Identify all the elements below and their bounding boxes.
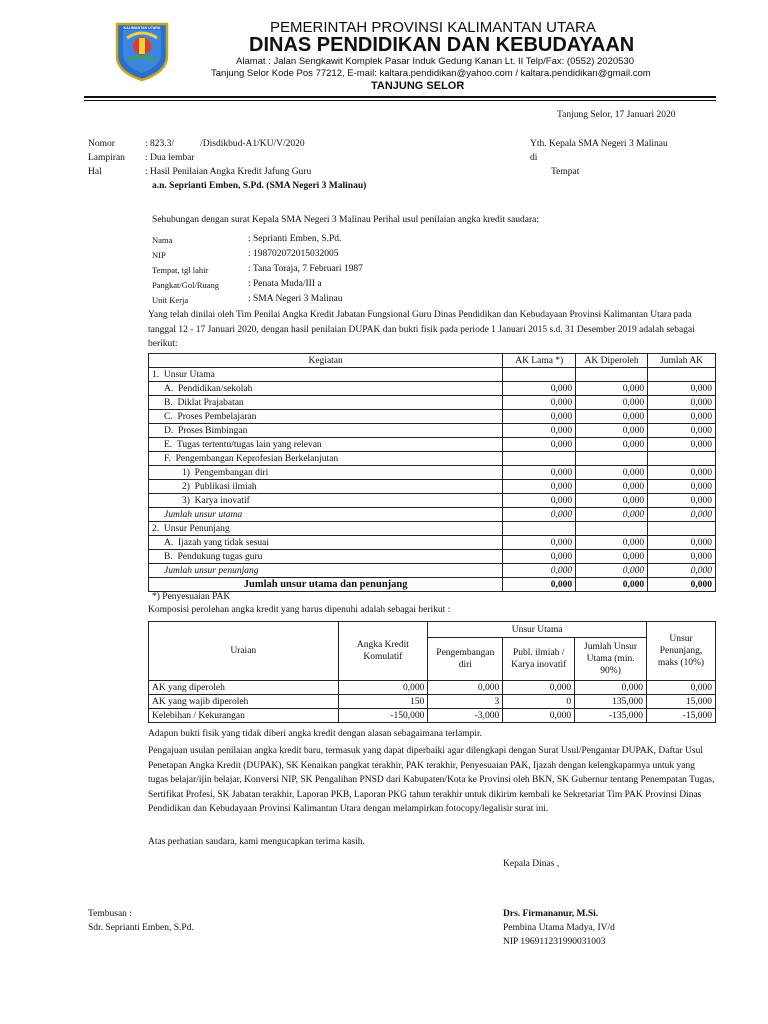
table-row <box>149 564 716 578</box>
table-row <box>149 396 716 410</box>
total-label: Jumlah unsur utama dan penunjang <box>149 578 503 592</box>
header-jumlah-ak: Jumlah AK <box>648 354 716 368</box>
header-kumulatif: Angka Kredit Komulatif <box>338 622 428 681</box>
row-value: 0,000 <box>576 508 648 522</box>
header-kegiatan: Kegiatan <box>149 354 503 368</box>
row-value <box>648 452 716 466</box>
row-label: B. Diklat Prajabatan <box>149 396 503 410</box>
province-emblem-logo <box>113 20 171 82</box>
row-label: Kelebihan / Kekurangan <box>149 709 339 723</box>
row-value: 0,000 <box>503 508 576 522</box>
signature-rank: Pembina Utama Madya, IV/d <box>503 923 615 933</box>
hal-value: : Hasil Penilaian Angka Kredit Jafung Guru <box>145 167 312 177</box>
header-jumlah-unsur-utama: Jumlah Unsur Utama (min. 90%) <box>575 638 647 681</box>
row-value: 0,000 <box>576 466 648 480</box>
row-label: Jumlah unsur penunjang <box>149 564 503 578</box>
row-value: 0,000 <box>338 681 428 695</box>
hal-label: Hal <box>88 167 102 177</box>
letterhead-address: Alamat : Jalan Sengkawit Komplek Pasar Induk Gedung Kanan Lt. II Telp/Fax: (0552) 2020530 <box>236 56 635 67</box>
row-label: AK yang diperoleh <box>149 681 339 695</box>
row-value: 0,000 <box>576 564 648 578</box>
identity-label: Unit Kerja <box>152 295 189 305</box>
table-row <box>149 522 716 536</box>
row-value: 0,000 <box>503 536 576 550</box>
row-value <box>503 452 576 466</box>
identity-label: Pangkat/Gol/Ruang <box>152 280 220 290</box>
row-value: 0,000 <box>647 681 716 695</box>
lampiran-label: Lampiran <box>88 153 125 163</box>
row-value: 0,000 <box>576 494 648 508</box>
row-value: 0,000 <box>648 550 716 564</box>
row-value: 0,000 <box>648 438 716 452</box>
recipient-di: di <box>530 153 538 163</box>
row-value: 0,000 <box>648 480 716 494</box>
table-row <box>149 695 716 709</box>
header-unsur-utama: Unsur Utama <box>428 622 647 638</box>
row-value: 0,000 <box>503 564 576 578</box>
identity-value: : Tana Toraja, 7 Februari 1987 <box>248 264 363 274</box>
row-label: AK yang wajib diperoleh <box>149 695 339 709</box>
row-value: 0,000 <box>575 681 647 695</box>
row-value <box>576 452 648 466</box>
total-ak-diperoleh: 0,000 <box>576 578 648 592</box>
total-jumlah-ak: 0,000 <box>648 578 716 592</box>
letter-date: Tanjung Selor, 17 Januari 2020 <box>557 110 676 120</box>
row-value: 0,000 <box>648 564 716 578</box>
row-value: -150,000 <box>338 709 428 723</box>
table-row <box>149 452 716 466</box>
identity-label: NIP <box>152 250 166 260</box>
closing-text: Atas perhatian saudara, kami mengucapkan terima kasih. <box>148 837 365 847</box>
row-value: 3 <box>428 695 503 709</box>
tembusan-label: Tembusan : <box>88 909 132 919</box>
intro-text: Sehubungan dengan surat Kepala SMA Negeri 3 Malinau Perihal usul penilaian angka kredit saudara: <box>152 215 540 225</box>
identity-value: : Seprianti Emben, S.Pd. <box>248 234 342 244</box>
row-value: 0,000 <box>503 480 576 494</box>
row-value: 0,000 <box>648 466 716 480</box>
row-value: 135,000 <box>575 695 647 709</box>
row-value: 0,000 <box>503 410 576 424</box>
table-row <box>149 508 716 522</box>
header-ak-diperoleh: AK Diperoleh <box>576 354 648 368</box>
table-row <box>149 424 716 438</box>
row-value <box>503 368 576 382</box>
header-unsur-penunjang: Unsur Penunjang, maks (10%) <box>647 622 716 681</box>
row-value: 0,000 <box>648 424 716 438</box>
letterhead-office: DINAS PENDIDIKAN DAN KEBUDAYAAN <box>249 34 635 56</box>
table-total-row <box>149 578 716 592</box>
recipient: Yth. Kepala SMA Negeri 3 Malinau <box>530 139 668 149</box>
footnote: *) Penyesuaian PAK <box>152 592 231 602</box>
table-row <box>149 382 716 396</box>
table-header-row <box>149 354 716 368</box>
identity-label: Tempat, tgl lahir <box>152 265 209 275</box>
row-value: 150 <box>338 695 428 709</box>
row-value: 0,000 <box>648 382 716 396</box>
identity-label: Nama <box>152 235 173 245</box>
row-value: -3,000 <box>428 709 503 723</box>
signature-title: Kepala Dinas , <box>503 859 560 869</box>
row-label: A. Pendidikan/sekolah <box>149 382 503 396</box>
header-pengembangan: Pengembangan diri <box>428 638 503 681</box>
letterhead-contact: Tanjung Selor Kode Pos 77212, E-mail: kaltara.pendidikan@yahoo.com / kaltara.pendidikan@gmail.com <box>211 68 651 79</box>
row-value: 0,000 <box>503 709 575 723</box>
assessment-paragraph: Yang telah dinilai oleh Tim Penilai Angka Kredit Jabatan Fungsional Guru Dinas Pendidikan dan Kebudayaan Provinsi Kalimantan Utara pada tanggal 12 - 17 Januari 2020, dengan hasil penilaian DUPAK dan bukti fisik pada periode 1 Januari 2015 s.d. 31 Desember 2019 adalah sebagai berikut: <box>148 310 695 349</box>
table-row <box>149 494 716 508</box>
credit-composition-table <box>148 621 716 723</box>
nomor-value: : 823.3/ /Disdikbud-A1/KU/V/2020 <box>145 139 305 149</box>
table-row <box>149 466 716 480</box>
row-value <box>576 522 648 536</box>
identity-value: : 198702072015032005 <box>248 249 339 259</box>
row-value: 0,000 <box>576 480 648 494</box>
table-row <box>149 536 716 550</box>
row-value: 0,000 <box>648 508 716 522</box>
row-value: 0,000 <box>576 550 648 564</box>
header-ak-lama: AK Lama *) <box>503 354 576 368</box>
credit-score-table <box>148 353 716 592</box>
signature-name: Drs. Firmananur, M.Si. <box>503 909 599 919</box>
row-value: 15,000 <box>647 695 716 709</box>
row-value: 0,000 <box>503 494 576 508</box>
row-label: D. Proses Bimbingan <box>149 424 503 438</box>
letterhead-divider-thick <box>84 96 716 98</box>
lampiran-value: : Dua lembar <box>145 153 195 163</box>
row-label: 2. Unsur Penunjang <box>149 522 503 536</box>
row-value <box>503 522 576 536</box>
submission-paragraph: Pengajuan usulan penilaian angka kredit baru, termasuk yang dapat diperbaiki agar dilengkapi dengan Surat Usul/Pengantar DUPAK, Daftar Usul Penetapan Angka Kredit (DUPAK), SK Kenaikan pangkat terakhir, PAK terakhir, Penyesuaian PAK, Ijazah dengan kelengkapannya untuk yang tugas belajar/ijin belajar, Konversi NIP, SK Pengalihan PNSD dari Kabupaten/Kota ke Provinsi oleh BKN, SK Gubernur tentang Penempatan Tugas, Sertifikat Profesi, SK Jabatan terakhir, Laporan PKB, Laporan PKG tahun terakhir untuk dikirim kembali ke Sekretariat Tim PAK Provinsi Dinas Pendidikan dan Kebudayaan Provinsi Kalimantan Utara dengan melampirkan fotocopy/legalisir surat ini. <box>148 746 715 814</box>
row-value: 0,000 <box>428 681 503 695</box>
row-value: 0,000 <box>576 536 648 550</box>
row-value: 0,000 <box>503 438 576 452</box>
bukti-fisik-note: Adapun bukti fisik yang tidak diberi angka kredit dengan alasan sebagaimana terlampir. <box>148 729 482 739</box>
row-value: -135,000 <box>575 709 647 723</box>
row-value: 0,000 <box>648 410 716 424</box>
row-value: 0,000 <box>648 494 716 508</box>
row-value: 0,000 <box>576 424 648 438</box>
table-row <box>149 550 716 564</box>
row-value: 0,000 <box>576 382 648 396</box>
row-value <box>648 368 716 382</box>
header-uraian: Uraian <box>149 622 339 681</box>
total-ak-lama: 0,000 <box>503 578 576 592</box>
row-value: 0,000 <box>503 550 576 564</box>
row-value: 0,000 <box>503 681 575 695</box>
row-value: 0,000 <box>503 466 576 480</box>
table-row <box>149 480 716 494</box>
letterhead-divider-thin <box>84 100 716 101</box>
row-value: 0,000 <box>503 424 576 438</box>
composition-intro: Komposisi perolehan angka kredit yang harus dipenuhi adalah sebagai berikut : <box>148 605 451 615</box>
row-value: 0,000 <box>576 410 648 424</box>
row-label: Jumlah unsur utama <box>149 508 503 522</box>
row-value: 0,000 <box>576 438 648 452</box>
recipient-place: Tempat <box>551 167 580 177</box>
row-label: 1) Pengembangan diri <box>149 466 503 480</box>
row-label: C. Proses Pembelajaran <box>149 410 503 424</box>
row-label: 2) Publikasi ilmiah <box>149 480 503 494</box>
row-value: 0,000 <box>503 396 576 410</box>
row-label: B. Pendukung tugas guru <box>149 550 503 564</box>
row-value: 0,000 <box>648 536 716 550</box>
row-label: 3) Karya inovatif <box>149 494 503 508</box>
row-value <box>576 368 648 382</box>
signature-nip: NIP 196911231990031003 <box>503 937 606 947</box>
row-label: A. Ijazah yang tidak sesuai <box>149 536 503 550</box>
row-value: 0,000 <box>576 396 648 410</box>
identity-value: : SMA Negeri 3 Malinau <box>248 294 343 304</box>
identity-value: : Penata Muda/III a <box>248 279 322 289</box>
tembusan-item: Sdr. Seprianti Emben, S.Pd. <box>88 923 194 933</box>
table-row <box>149 410 716 424</box>
nomor-label: Nomor <box>88 139 115 149</box>
svg-text:KALIMANTAN UTARA: KALIMANTAN UTARA <box>123 26 161 30</box>
row-value: 0 <box>503 695 575 709</box>
row-label: 1. Unsur Utama <box>149 368 503 382</box>
row-value: 0,000 <box>503 382 576 396</box>
letterhead-city: TANJUNG SELOR <box>371 80 465 92</box>
row-value: 0,000 <box>648 396 716 410</box>
letterhead-government: PEMERINTAH PROVINSI KALIMANTAN UTARA <box>270 19 596 36</box>
row-value <box>648 522 716 536</box>
table-row <box>149 709 716 723</box>
row-value: -15,000 <box>647 709 716 723</box>
row-label: F. Pengembangan Keprofesian Berkelanjutan <box>149 452 503 466</box>
table-row <box>149 681 716 695</box>
row-label: E. Tugas tertentu/tugas lain yang relevan <box>149 438 503 452</box>
hal-an: a.n. Seprianti Emben, S.Pd. (SMA Negeri 3 Malinau) <box>152 181 367 191</box>
table-row <box>149 368 716 382</box>
header-publikasi: Publ. ilmiah / Karya inovatif <box>503 638 575 681</box>
table-header-row <box>149 622 716 638</box>
table-row <box>149 438 716 452</box>
